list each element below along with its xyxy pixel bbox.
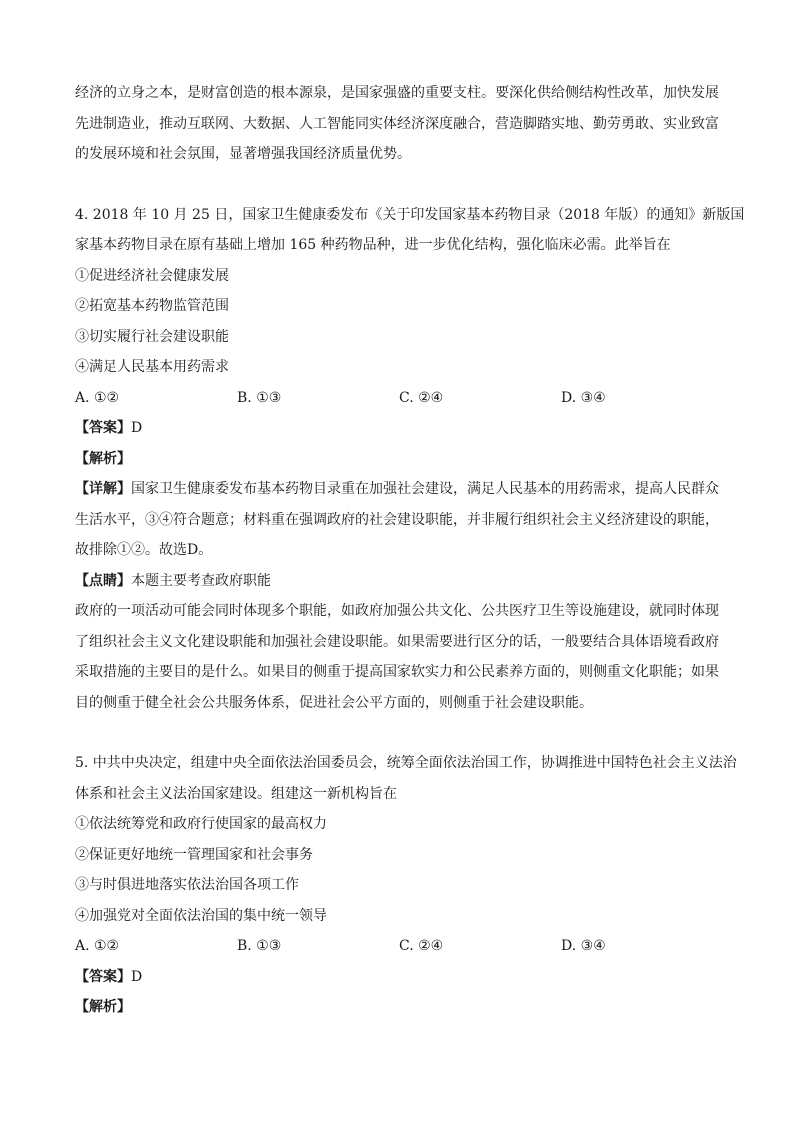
q4-answer-tag: 【答案】 <box>75 420 131 436</box>
question-5 <box>75 748 737 1023</box>
q5-option-b: B. ①③ <box>237 938 282 954</box>
q4-point-heading <box>75 566 730 597</box>
q4-detail-line-3: 故排除①②。故选D。 <box>75 542 213 558</box>
q4-point-title: 本题主要考查政府职能 <box>131 572 271 589</box>
q5-stem-line-1: 5. 中共中央决定，组建中央全面依法治国委员会，统筹全面依法治国工作，协调推进中国特色社会主义法治 <box>75 755 737 771</box>
question-4 <box>75 200 745 719</box>
q4-point-line-1: 政府的一项活动可能会同时体现多个职能，如政府加强公共文化、公共医疗卫生等设施建设，就同时体现 <box>75 603 719 619</box>
q4-point-line-2: 了组织社会主义文化建设职能和加强社会建设职能。如果需要进行区分的话，一般要结合具体语境看政府 <box>75 633 719 650</box>
q4-point-line-3: 采取措施的主要目的是什么。如果目的侧重于提高国家软实力和公民素养方面的，则侧重文化职能；如果 <box>75 664 719 680</box>
q4-answer-value: D <box>131 420 143 436</box>
q4-point-line-4: 目的侧重于健全社会公共服务体系，促进社会公平方面的，则侧重于社会建设职能。 <box>75 694 593 711</box>
q4-answer <box>75 413 730 444</box>
q4-detail-tag: 【详解】 <box>75 481 131 497</box>
q4-option-c: C. ②④ <box>399 389 444 406</box>
spacer <box>75 718 730 748</box>
q4-stem-line-2: 家基本药物目录在原有基础上增加 165 种药物品种，进一步优化结构，强化临床必需。此举旨在 <box>75 237 671 253</box>
q4-option-b: B. ①③ <box>237 389 282 406</box>
document-page <box>75 78 745 1023</box>
q5-item-3: ③与时俱进地落实依法治国各项工作 <box>75 877 299 893</box>
q5-analysis-tag: 【解析】 <box>75 999 131 1015</box>
intro-line-3: 的发展环境和社会氛围，显著增强我国经济质量优势。 <box>75 146 411 162</box>
q5-item-4: ④加强党对全面依法治国的集中统一领导 <box>75 907 327 924</box>
q5-option-d: D. ③④ <box>561 938 606 954</box>
q4-options <box>75 383 730 414</box>
q4-point-tag: 【点睛】 <box>75 572 131 589</box>
q4-stem-line-1: 4. 2018 年 10 月 25 日，国家卫生健康委发布《关于印发国家基本药物目录（2018 年版）的通知》新版国 <box>75 206 745 223</box>
q4-item-1: ①促进经济社会健康发展 <box>75 267 229 284</box>
q4-option-a: A. ①② <box>75 389 120 406</box>
spacer <box>75 170 730 200</box>
intro-line-1: 经济的立身之本，是财富创造的根本源泉，是国家强盛的重要支柱。要深化供给侧结构性改革，加快发展 <box>75 85 719 101</box>
intro-paragraph <box>75 78 730 170</box>
q4-item-2: ②拓宽基本药物监管范围 <box>75 298 229 314</box>
q4-detail-text-1: 国家卫生健康委发布基本药物目录重在加强社会建设，满足人民基本的用药需求，提高人民群众 <box>131 481 719 497</box>
q4-analysis-tag: 【解析】 <box>75 450 131 467</box>
q5-item-2: ②保证更好地统一管理国家和社会事务 <box>75 846 313 863</box>
q5-answer-value: D <box>131 968 143 985</box>
q4-item-4: ④满足人民基本用药需求 <box>75 359 229 375</box>
q4-detail-line-2: 生活水平，③④符合题意；材料重在强调政府的社会建设职能，并非履行组织社会主义经济建设的职能， <box>75 511 719 528</box>
q5-option-a: A. ①② <box>75 938 120 954</box>
q5-option-c: C. ②④ <box>399 938 444 954</box>
q5-options <box>75 931 730 962</box>
q4-detail-line-1 <box>75 474 730 505</box>
intro-line-2: 先进制造业，推动互联网、大数据、人工智能同实体经济深度融合，营造脚踏实地、勤劳勇敢、实业致富 <box>75 115 719 132</box>
q5-stem-line-2: 体系和社会主义法治国家建设。组建这一新机构旨在 <box>75 785 397 802</box>
q4-option-d: D. ③④ <box>561 389 606 406</box>
q5-item-1: ①依法统筹党和政府行使国家的最高权力 <box>75 816 327 832</box>
q5-answer <box>75 962 730 993</box>
q5-answer-tag: 【答案】 <box>75 968 131 985</box>
q4-item-3: ③切实履行社会建设职能 <box>75 328 229 345</box>
